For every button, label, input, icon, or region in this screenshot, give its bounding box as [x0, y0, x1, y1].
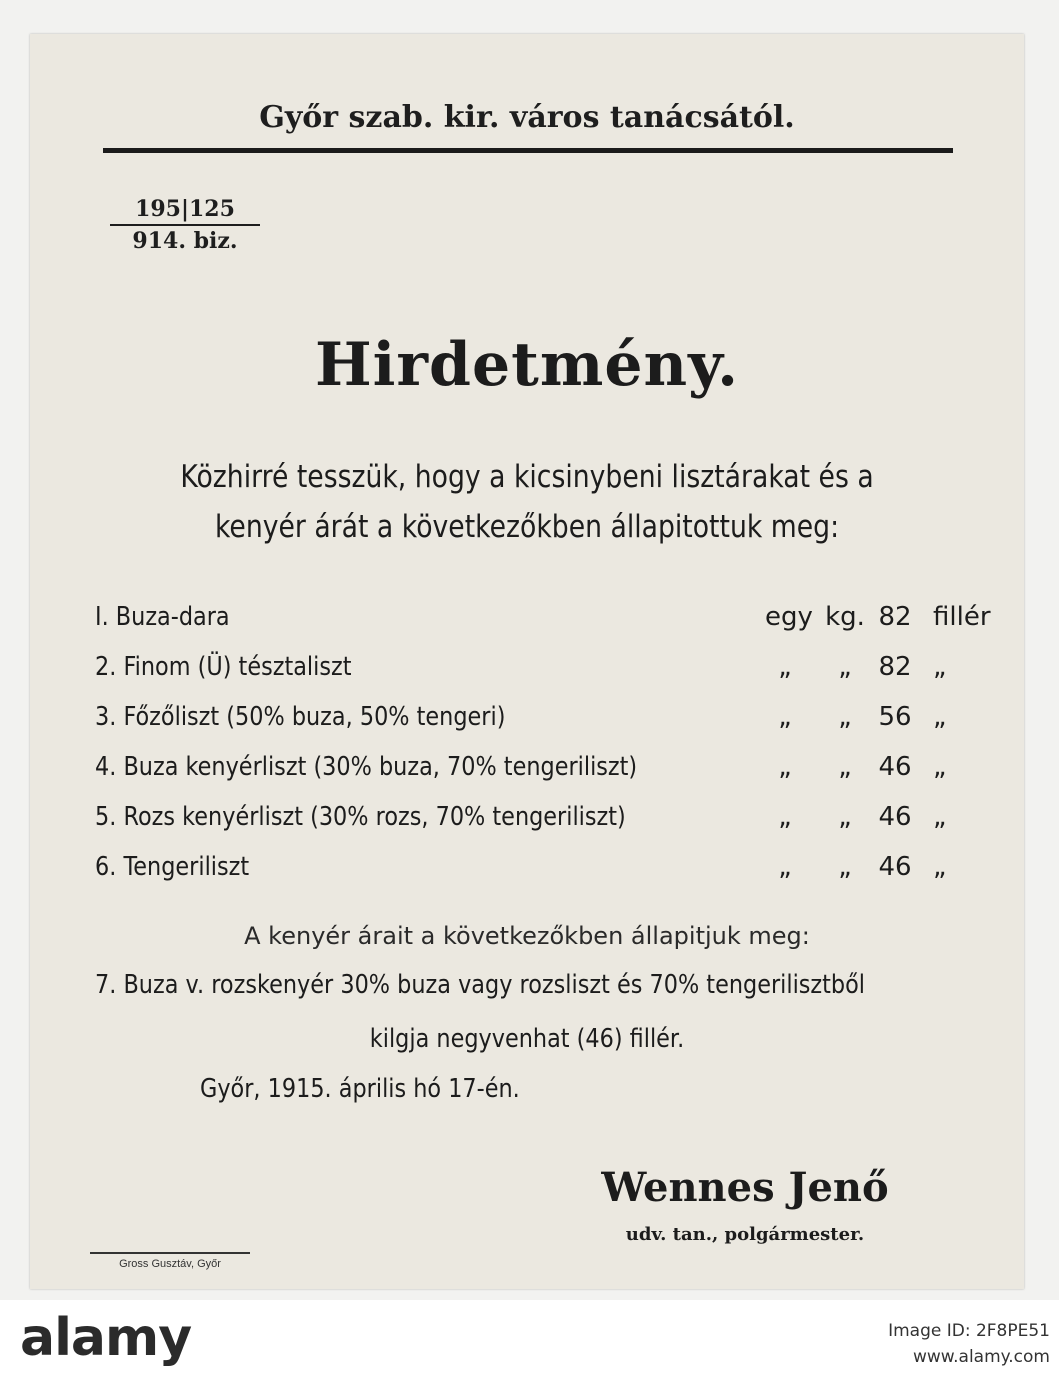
- item-currency: „: [933, 802, 947, 832]
- item-qty-unit: kg.: [825, 602, 865, 632]
- item-qty-word: „: [778, 852, 792, 882]
- item-name: I. Buza-dara: [95, 602, 230, 632]
- price-row: [95, 802, 965, 852]
- item-price: 82: [878, 652, 912, 682]
- price-row: [95, 752, 965, 802]
- header-rule: [103, 148, 953, 153]
- item-price: 46: [878, 852, 912, 882]
- signatory-title: udv. tan., polgármester.: [625, 1224, 865, 1245]
- price-row: [95, 602, 991, 652]
- bread-item-line-1: 7. Buza v. rozskenyér 30% buza vagy rozsliszt és 70% tengerilisztből: [95, 970, 866, 1000]
- reference-file-number: 195|125: [110, 194, 260, 226]
- price-row: [95, 852, 965, 902]
- item-qty-word: „: [778, 752, 792, 782]
- watermark-logo: alamy: [20, 1308, 192, 1368]
- item-price: 46: [878, 802, 912, 832]
- item-qty-unit: „: [838, 802, 852, 832]
- item-qty-word: „: [778, 802, 792, 832]
- bread-price-intro: A kenyér árait a következőkben állapitjuk meg:: [244, 922, 810, 950]
- item-currency: „: [933, 652, 947, 682]
- item-price: 46: [878, 752, 912, 782]
- issuer-header: Győr szab. kir. város tanácsától.: [259, 100, 795, 135]
- item-qty-unit: „: [838, 652, 852, 682]
- item-name: 2. Finom (Ü) tésztaliszt: [95, 652, 352, 682]
- item-name: 3. Főzőliszt (50% buza, 50% tengeri): [95, 702, 506, 732]
- item-name: 5. Rozs kenyérliszt (30% rozs, 70% tengeriliszt): [95, 802, 626, 832]
- item-name: 6. Tengeriliszt: [95, 852, 250, 882]
- issue-date: Győr, 1915. április hó 17-én.: [200, 1074, 520, 1104]
- item-qty-unit: „: [838, 852, 852, 882]
- item-qty-word: „: [778, 652, 792, 682]
- item-price: 56: [878, 702, 912, 732]
- poster-sheet: [30, 34, 1024, 1289]
- bread-item-line-2: kilgja negyvenhat (46) fillér.: [369, 1024, 685, 1054]
- item-currency: fillér: [933, 602, 991, 632]
- watermark-info: [640, 1318, 1050, 1370]
- item-currency: „: [933, 752, 947, 782]
- item-qty-word: egy: [765, 602, 813, 632]
- item-currency: „: [933, 852, 947, 882]
- price-row: [95, 702, 965, 752]
- printer-imprint: Gross Gusztáv, Győr: [90, 1252, 250, 1270]
- item-qty-unit: „: [838, 702, 852, 732]
- item-name: 4. Buza kenyérliszt (30% buza, 70% tengeriliszt): [95, 752, 638, 782]
- poster-title: Hirdetmény.: [314, 330, 740, 400]
- item-qty-unit: „: [838, 752, 852, 782]
- reference-number: [110, 194, 260, 256]
- item-currency: „: [933, 702, 947, 732]
- signatory-name: Wennes Jenő: [601, 1164, 889, 1211]
- image-id-label: Image ID: 2F8PE51: [888, 1321, 1050, 1341]
- item-qty-word: „: [778, 702, 792, 732]
- site-url: www.alamy.com: [912, 1347, 1050, 1367]
- intro-paragraph: Közhirré tesszük, hogy a kicsinybeni lisztárakat és a kenyér árát a következőkben állapitottuk meg:: [180, 459, 874, 545]
- item-price: 82: [878, 602, 912, 632]
- reference-biz: 914. biz.: [132, 228, 238, 254]
- price-row: [95, 652, 965, 702]
